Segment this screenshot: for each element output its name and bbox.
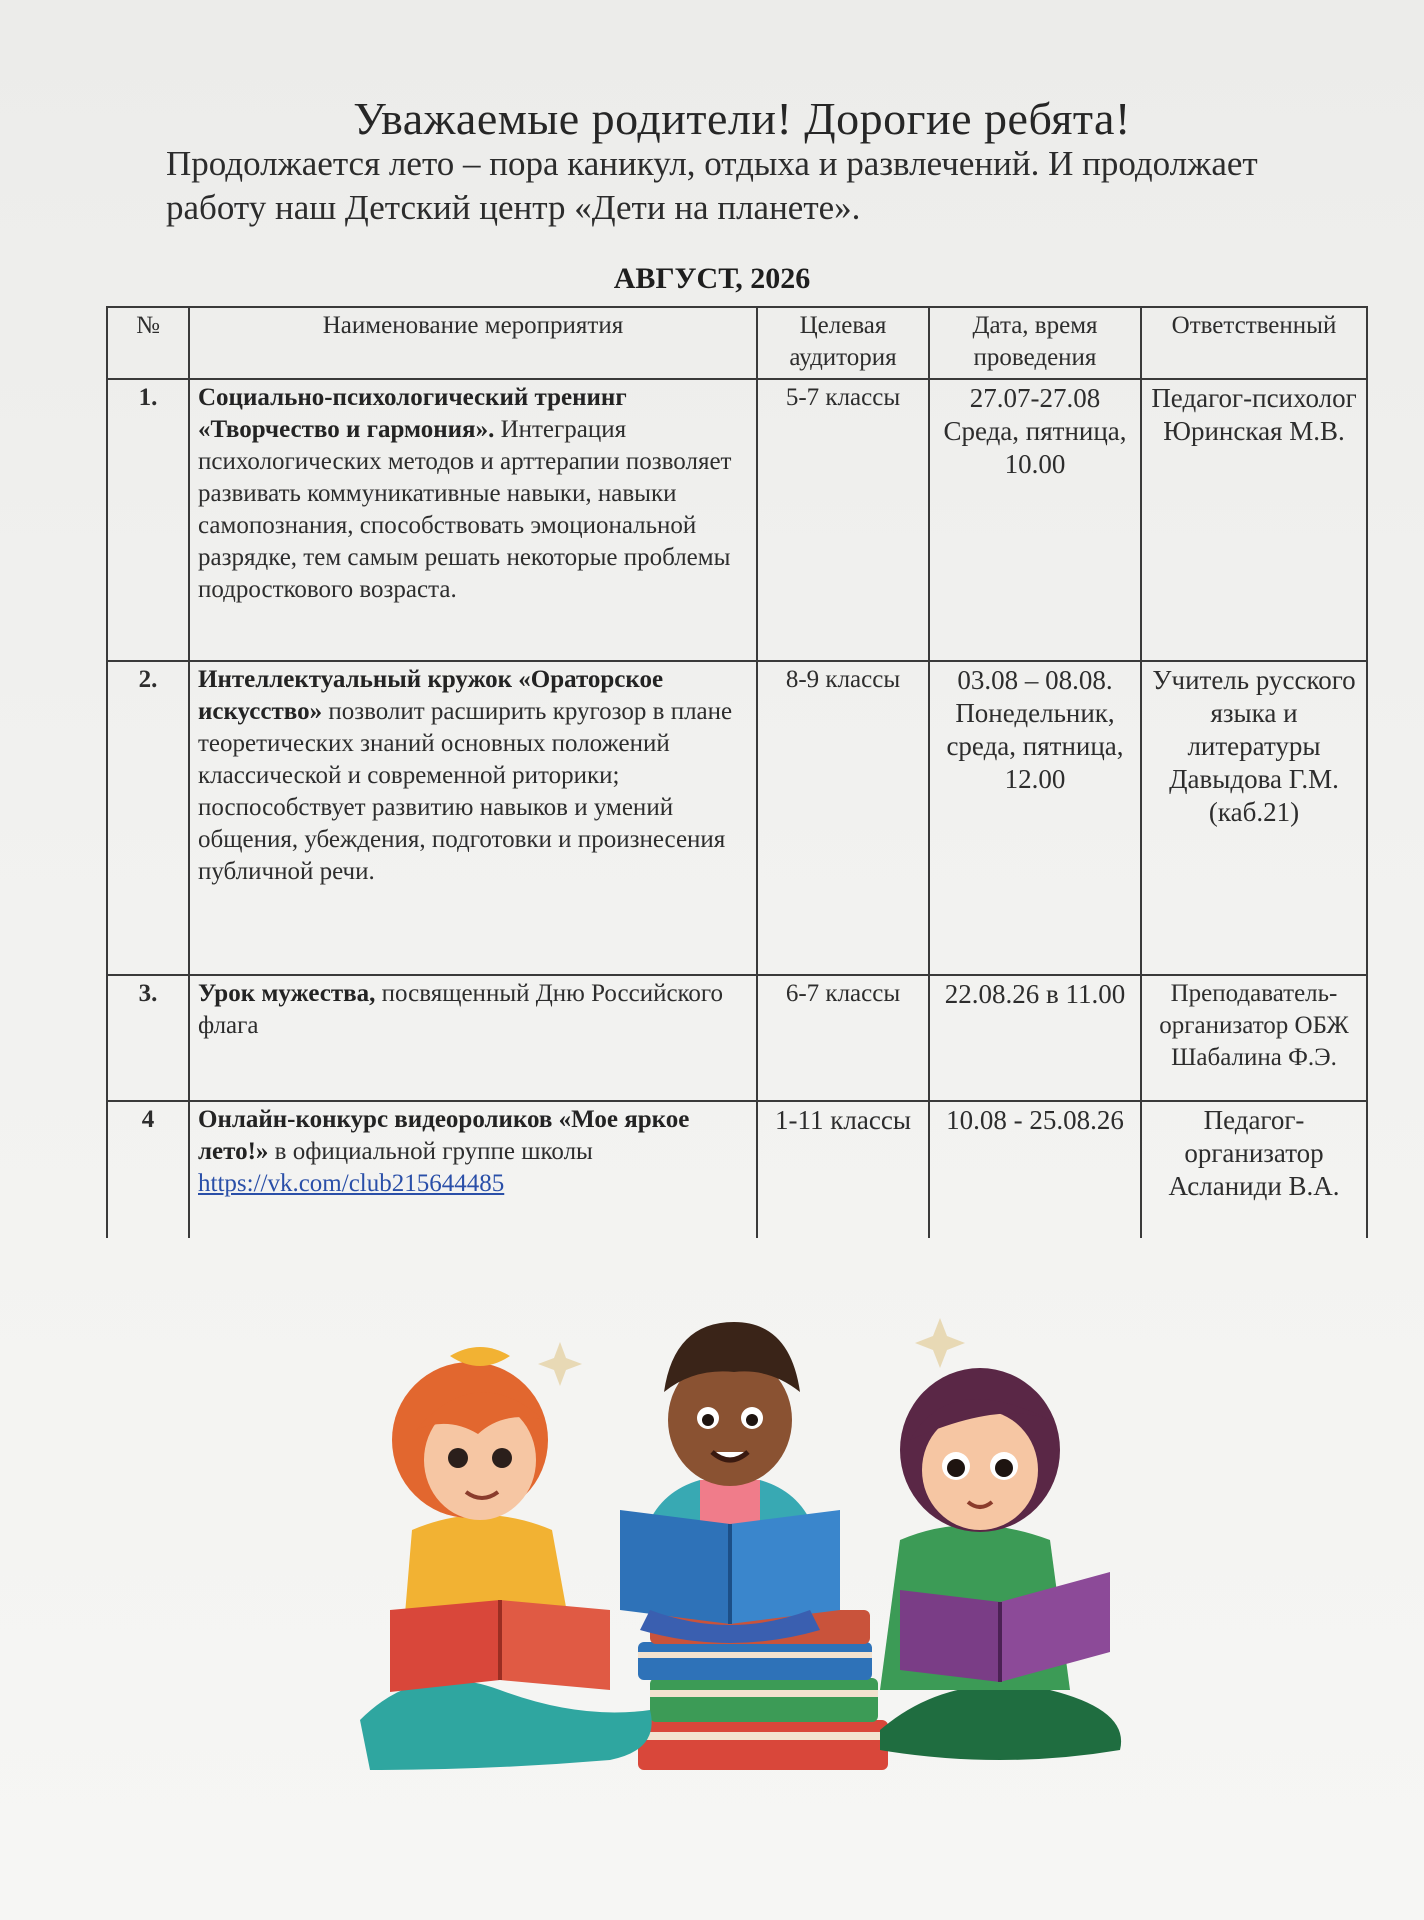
- event-audience: 1-11 классы: [757, 1101, 929, 1238]
- event-details: в официальной группе школы: [268, 1138, 593, 1165]
- month-heading: АВГУСТ, 2026: [613, 262, 811, 295]
- header-responsible: Ответственный: [1141, 307, 1367, 379]
- event-title: Урок мужества,: [198, 980, 376, 1007]
- table-row: [107, 1101, 1367, 1238]
- row-number: 3.: [107, 975, 189, 1101]
- event-description: [189, 975, 757, 1101]
- table-header-row: [107, 307, 1367, 379]
- row-number: 2.: [107, 661, 189, 975]
- vk-group-link[interactable]: https://vk.com/club215644485: [198, 1170, 505, 1197]
- event-description: [189, 1101, 757, 1238]
- event-responsible: Педагог-организатор Асланиди В.А.: [1141, 1101, 1367, 1238]
- event-date: 10.08 - 25.08.26: [929, 1101, 1141, 1238]
- page-title: Уважаемые родители! Дорогие ребята!: [353, 93, 1131, 144]
- sparkle-icon: [915, 1318, 965, 1368]
- event-date: 22.08.26 в 11.00: [929, 975, 1141, 1101]
- event-date: 27.07-27.08 Среда, пятница, 10.00: [929, 379, 1141, 661]
- event-responsible: Преподаватель-организатор ОБЖ Шабалина Ф.Э.: [1141, 975, 1367, 1101]
- event-description: [189, 661, 757, 975]
- header-audience: Целевая аудитория: [757, 307, 929, 379]
- event-responsible: Учитель русского языка и литературы Давыдова Г.М. (каб.21): [1141, 661, 1367, 975]
- event-title: Социально-психологический тренинг «Творчество и гармония».: [198, 384, 627, 443]
- events-table: [106, 306, 1368, 1238]
- girl-right: [880, 1368, 1121, 1760]
- event-details: Интеграция психологических методов и арттерапии позволяет развивать коммуникативные навыки, навыки самопознания, способствовать эмоциональной разрядке, тем самым решать некоторые проблемы подросткового возраста.: [198, 416, 732, 603]
- event-description: [189, 379, 757, 661]
- row-number: 1.: [107, 379, 189, 661]
- header-date-time: Дата, время проведения: [929, 307, 1141, 379]
- children-reading-illustration: [320, 1280, 1140, 1800]
- event-title: Интеллектуальный кружок «Ораторское искусство»: [198, 666, 664, 725]
- event-title: Онлайн-конкурс видеороликов «Мое яркое лето!»: [198, 1106, 690, 1165]
- boy-middle: [620, 1322, 840, 1643]
- event-details: посвященный Дню Российского флага: [198, 980, 724, 1039]
- row-number: 4: [107, 1101, 189, 1238]
- table-row: [107, 379, 1367, 661]
- intro-text: Продолжается лето – пора каникул, отдыха и развлечений. И продолжает работу наш Детский центр «Дети на планете».: [166, 144, 1258, 227]
- header-number: №: [107, 307, 189, 379]
- event-date: 03.08 – 08.08. Понедельник, среда, пятница, 12.00: [929, 661, 1141, 975]
- table-row: [107, 661, 1367, 975]
- girl-left: [360, 1347, 652, 1770]
- event-responsible: Педагог-психолог Юринская М.В.: [1141, 379, 1367, 661]
- event-audience: 5-7 классы: [757, 379, 929, 661]
- event-audience: 6-7 классы: [757, 975, 929, 1101]
- sparkle-icon: [538, 1342, 582, 1386]
- event-details: позволит расширить кругозор в плане теоретических знаний основных положений классической и современной риторики; поспособствует развитию навыков и умений общения, убеждения, подготовки и произнесения публичной речи.: [198, 698, 733, 885]
- header-event-name: Наименование мероприятия: [189, 307, 757, 379]
- table-row: [107, 975, 1367, 1101]
- event-audience: 8-9 классы: [757, 661, 929, 975]
